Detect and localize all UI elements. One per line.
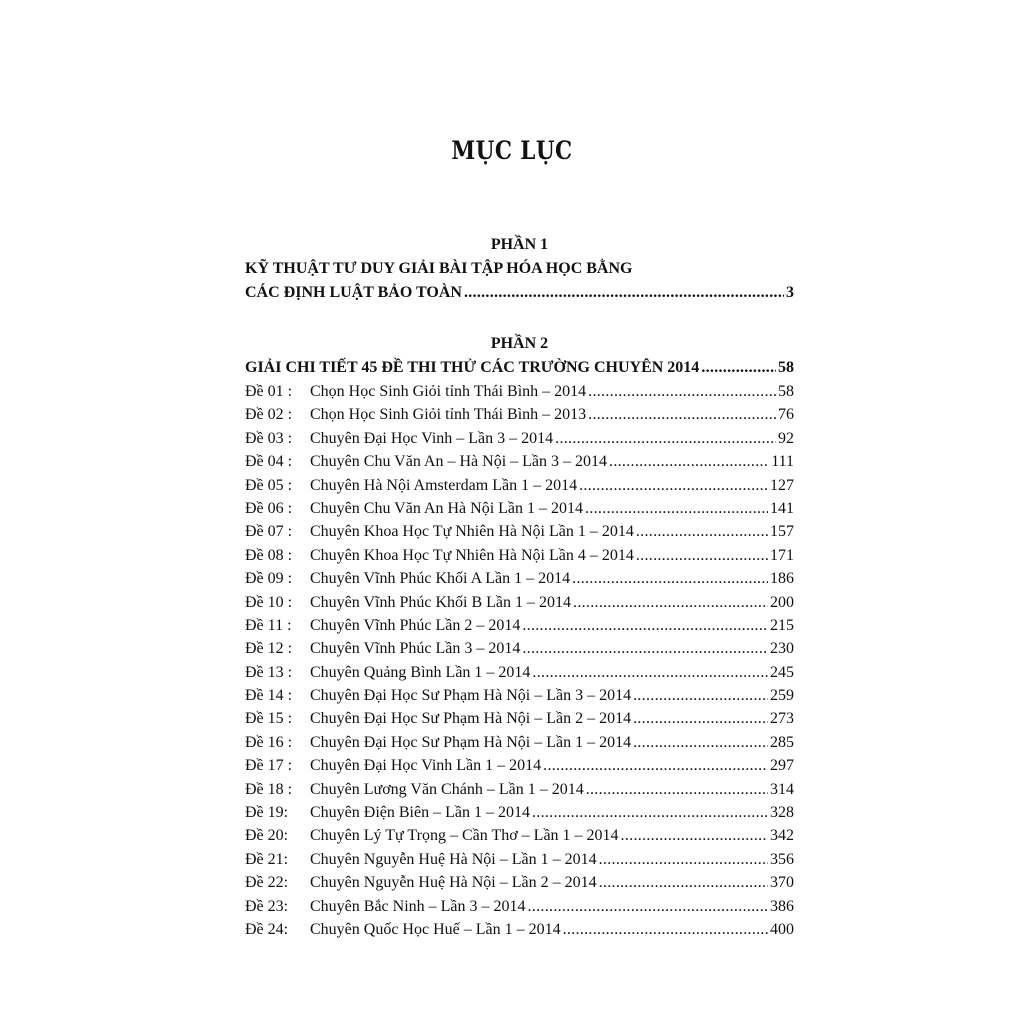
toc-entry-code: Đề 13 : [245,663,293,681]
toc-entry-title: Chuyên Đại Học Vinh – Lần 3 – 2014 [310,429,554,447]
dot-leader [572,570,768,588]
toc-entry[interactable] [245,477,794,500]
toc-entry-page: 273 [770,710,794,728]
toc-entry-page: 285 [770,733,794,751]
toc-entry-code: Đề 03 : [245,429,293,447]
dot-leader [636,523,768,541]
toc-entry-title: Chuyên Điện Biên – Lần 1 – 2014 [310,804,530,822]
toc-entry-code: Đề 21: [245,850,289,868]
dot-leader [588,406,776,424]
toc-entry-title: Chọn Học Sinh Giỏi tỉnh Thái Bình – 2014 [310,383,587,400]
dot-leader [636,547,768,565]
toc-entry-code: Đề 23: [245,897,289,915]
toc-entry-title: Chuyên Nguyễn Huệ Hà Nội – Lần 2 – 2014 [310,874,597,892]
toc-entry-page: 356 [770,850,794,868]
dot-leader [579,477,768,495]
toc-entry-page: 386 [770,897,794,915]
toc-entry-page: 76 [778,406,794,424]
dot-leader [464,284,784,302]
toc-entry-page: 141 [770,499,794,517]
toc-entry-code: Đề 14 : [245,687,293,705]
toc-entry[interactable] [245,898,794,921]
toc-entry[interactable] [245,570,794,593]
toc-entry[interactable] [245,921,794,944]
toc-entry-page: 230 [770,640,794,658]
toc-entry-page: 58 [778,383,794,400]
toc-entry-title: Chuyên Đại Học Sư Phạm Hà Nội – Lần 1 – 2014 [310,733,632,751]
toc-entry-title: Chuyên Đại Học Sư Phạm Hà Nội – Lần 2 – 2014 [310,710,632,728]
dot-leader [543,757,768,775]
toc-entry-code: Đề 11 : [245,616,292,634]
toc-entry-code: Đề 09 : [245,570,293,588]
toc-entry[interactable] [245,851,794,874]
dot-leader [609,453,769,471]
dot-leader [621,827,768,845]
toc-entry-title: Chuyên Lý Tự Trọng – Cần Thơ – Lần 1 – 2014 [310,827,619,845]
toc-entry-code: Đề 10 : [245,593,293,611]
toc-entry-code: Đề 07 : [245,523,293,541]
page-title: MỤC LỤC [451,136,573,165]
part-1-heading-line-1: KỸ THUẬT TƯ DUY GIẢI BÀI TẬP HÓA HỌC BẰNG [245,260,633,277]
toc-entry-page: 127 [770,476,794,494]
toc-entry-code: Đề 18 : [245,780,293,798]
dot-leader [532,664,768,682]
toc-entry[interactable] [245,664,794,687]
toc-entry-code: Đề 20: [245,827,289,845]
toc-entry-code: Đề 15 : [245,710,293,728]
toc-entry-page: 297 [770,757,794,775]
toc-entry[interactable] [245,383,794,406]
toc-entry-code: Đề 22: [245,874,289,892]
dot-leader [586,781,768,799]
toc-entry[interactable] [245,640,794,663]
toc-entry[interactable] [245,547,794,570]
toc-entry-code: Đề 16 : [245,733,293,751]
toc-entry-page: 342 [770,827,794,845]
toc-entry-page: 245 [770,663,794,681]
toc-entry-title: Chuyên Vĩnh Phúc Khối A Lần 1 – 2014 [310,570,571,588]
dot-leader [585,500,768,518]
toc-entry-page: 200 [770,593,794,611]
toc-entry-code: Đề 12 : [245,640,293,658]
toc-entry-page: 370 [770,874,794,892]
toc-entry-title: Chuyên Vĩnh Phúc Lần 3 – 2014 [310,640,521,658]
toc-entry-title: Chuyên Khoa Học Tự Nhiên Hà Nội Lần 4 – 2014 [310,546,634,564]
dot-leader [588,383,776,401]
toc-entry-code: Đề 08 : [245,546,293,564]
toc-entry-title: Chuyên Nguyễn Huệ Hà Nội – Lần 1 – 2014 [310,850,597,868]
toc-entry-title: Chuyên Đại Học Vinh Lần 1 – 2014 [310,757,542,775]
toc-entry-code: Đề 24: [245,920,289,938]
toc-entry-page: 314 [770,780,794,798]
toc-entry-code: Đề 04 : [245,453,293,471]
toc-entry-title: Chuyên Hà Nội Amsterdam Lần 1 – 2014 [310,476,578,494]
toc-entry[interactable] [245,804,794,827]
toc-entry-page: 400 [770,920,794,938]
toc-entry[interactable] [245,734,794,757]
toc-entry[interactable] [245,500,794,523]
toc-entry-code: Đề 02 : [245,406,293,424]
toc-entry-code: Đề 05 : [245,476,293,494]
toc-entry[interactable] [245,617,794,640]
part-1-label: PHẦN 1 [490,236,549,253]
toc-entry[interactable] [245,594,794,617]
part-1-section [245,236,794,306]
toc-entry[interactable] [245,687,794,710]
toc-entry-title: Chọn Học Sinh Giỏi tỉnh Thái Bình – 2013 [310,406,587,424]
part-2-label: PHẦN 2 [490,335,549,352]
toc-entry-page: 92 [778,429,794,447]
dot-leader [522,640,768,658]
toc-entry-page: 186 [770,570,794,588]
toc-entry-title: Chuyên Vĩnh Phúc Khối B Lần 1 – 2014 [310,593,572,611]
part-2-heading-text: GIẢI CHI TIẾT 45 ĐỀ THI THỬ CÁC TRƯỜNG CHUYÊN 2014 [245,359,700,376]
dot-leader [633,687,768,705]
toc-entry[interactable] [245,781,794,804]
toc-entry-title: Chuyên Lương Văn Chánh – Lần 1 – 2014 [310,780,584,798]
toc-entry-title: Chuyên Chu Văn An – Hà Nội – Lần 3 – 2014 [310,453,608,471]
toc-entry-title: Chuyên Quốc Học Huế – Lần 1 – 2014 [310,920,561,938]
dot-leader [701,359,776,377]
dot-leader [522,617,768,635]
dot-leader [573,594,768,612]
dot-leader [599,851,768,869]
toc-entry-page: 157 [770,523,794,541]
dot-leader [532,804,768,822]
toc-entry-title: Chuyên Đại Học Sư Phạm Hà Nội – Lần 3 – 2014 [310,687,632,705]
dot-leader [563,921,768,939]
toc-entry-code: Đề 06 : [245,499,293,517]
dot-leader [555,430,776,448]
toc-entry[interactable] [245,874,794,897]
toc-entry[interactable] [245,523,794,546]
toc-entry-code: Đề 17 : [245,757,293,775]
toc-entry-code: Đề 01 : [245,383,293,400]
toc-entry-page: 328 [770,804,794,822]
part-2-section [245,335,794,944]
dot-leader [633,710,768,728]
toc-entry-code: Đề 19: [245,804,289,822]
dot-leader [633,734,768,752]
toc-entry[interactable] [245,406,794,429]
toc-entry[interactable] [245,710,794,733]
toc-entry-page: 111 [771,453,794,471]
toc-entry-title: Chuyên Vĩnh Phúc Lần 2 – 2014 [310,616,521,634]
part-2-page-number: 58 [778,359,794,376]
toc-entry-page: 215 [770,616,794,634]
part-1-page-number: 3 [786,284,794,301]
part-2-heading[interactable] [245,359,794,383]
toc-entry-page: 259 [770,687,794,705]
toc-entry[interactable] [245,757,794,780]
toc-entry[interactable] [245,430,794,453]
part-1-heading-line-2[interactable] [245,284,794,306]
part-1-heading-text: CÁC ĐỊNH LUẬT BẢO TOÀN [245,284,462,301]
toc-entry-title: Chuyên Bắc Ninh – Lần 3 – 2014 [310,897,526,915]
toc-entry-title: Chuyên Chu Văn An Hà Nội Lần 1 – 2014 [310,499,584,517]
toc-entry[interactable] [245,453,794,476]
dot-leader [599,874,768,892]
toc-entry-title: Chuyên Khoa Học Tự Nhiên Hà Nội Lần 1 – 2014 [310,523,634,541]
toc-entry-list [245,383,794,944]
toc-entry-page: 171 [770,546,794,564]
dot-leader [528,898,768,916]
toc-entry-title: Chuyên Quảng Bình Lần 1 – 2014 [310,663,531,681]
toc-entry[interactable] [245,827,794,850]
